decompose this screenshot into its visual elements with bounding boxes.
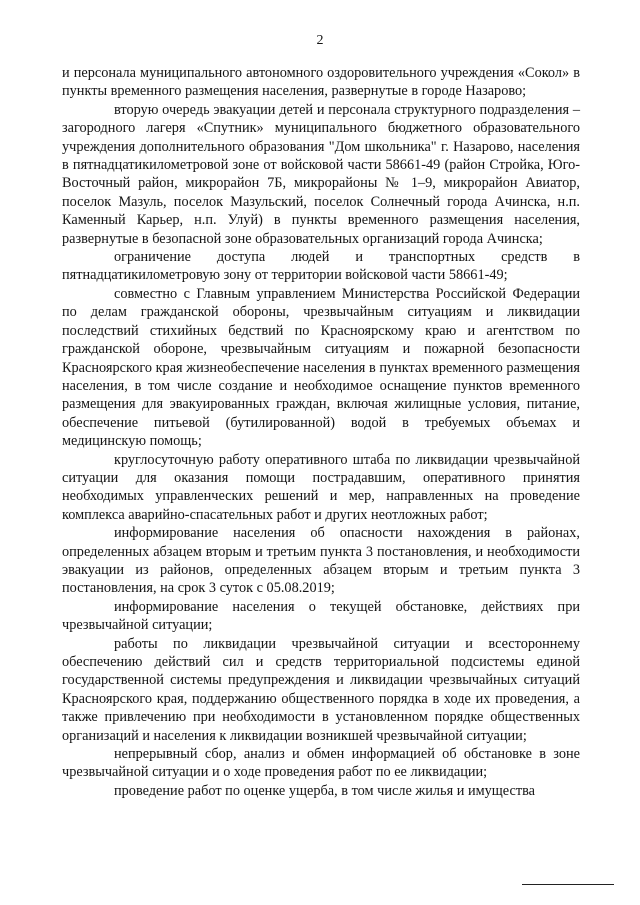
- footer-rule: [522, 884, 614, 885]
- paragraph: круглосуточную работу оперативного штаба по ликвидации чрезвычайной ситуации для оказания помощи пострадавшим, оперативного принятия необходимых управленческих решений и мер, направленных на проведение комплекса аварийно-спасательных работ и других неотложных работ;: [62, 451, 580, 523]
- paragraph-continuation: и персонала муниципального автономного оздоровительного учреждения «Сокол» в пункты временного размещения населения, развернутые в городе Назарово;: [62, 65, 580, 100]
- paragraph: непрерывный сбор, анализ и обмен информацией об обстановке в зоне чрезвычайной ситуации и о ходе проведения работ по ее ликвидации;: [62, 746, 580, 781]
- paragraph: информирование населения о текущей обстановке, действиях при чрезвычайной ситуации;: [62, 598, 580, 634]
- paragraph: совместно с Главным управлением Министерства Российской Федерации по делам гражданской обороны, чрезвычайным ситуациям и ликвидации последствий стихийных бедствий по Красноярскому краю и агентством по гражданской обороне, чрезвычайным ситуациям и пожарной безопасности Красноярского края жизнеобеспечение населения в пунктах временного размещения населения, в том числе создание и необходимое оснащение пунктов временного размещения для эвакуированных граждан, включая жилищные условия, питание, обеспечение питьевой (бутилированной) водой в требуемых объемах и медицинскую помощь;: [62, 285, 580, 450]
- paragraph: информирование населения об опасности нахождения в районах, определенных абзацем вторым и третьим пункта 3 постановления, и необходимости эвакуации из районов, определенных абзацем вторым и третьим пункта 3 постановления, на срок 3 суток с 05.08.2019;: [62, 525, 580, 597]
- page-number: 2: [316, 33, 324, 48]
- paragraph: проведение работ по оценке ущерба, в том числе жилья и имущества: [114, 782, 536, 799]
- paragraph: работы по ликвидации чрезвычайной ситуации и всестороннему обеспечению действий сил и средств территориальной подсистемы единой государственной системы предупреждения и ликвидации чрезвычайных ситуаций Красноярского края, поддержанию общественного порядка в ходе их проведения, а также привлечению при необходимости в установленном порядке общественных организаций и населения к ликвидации возникшей чрезвычайной ситуации;: [62, 635, 580, 744]
- paragraph: вторую очередь эвакуации детей и персонала структурного подразделения – загородного лагеря «Спутник» муниципального бюджетного образовательного учреждения дополнительного образования "Дом школьника" г. Назарово, населения в пятнадцатикилометровой зоне от войсковой части 58661-49 (район Стройка, Юго-Восточный район, микрорайон 7Б, микрорайоны № 1–9, микрорайон Авиатор, поселок Мазуль, поселок Мазульский, поселок Солнечный города Ачинска, н.п. Каменный Карьер, н.п. Улуй) в пункты временного размещения населения, развернутые в безопасной зоне образовательных организаций города Ачинска;: [62, 101, 580, 247]
- paragraph: ограничение доступа людей и транспортных средств в пятнадцатикилометровую зону от территории войсковой части 58661-49;: [62, 249, 580, 284]
- document-body: [62, 64, 580, 800]
